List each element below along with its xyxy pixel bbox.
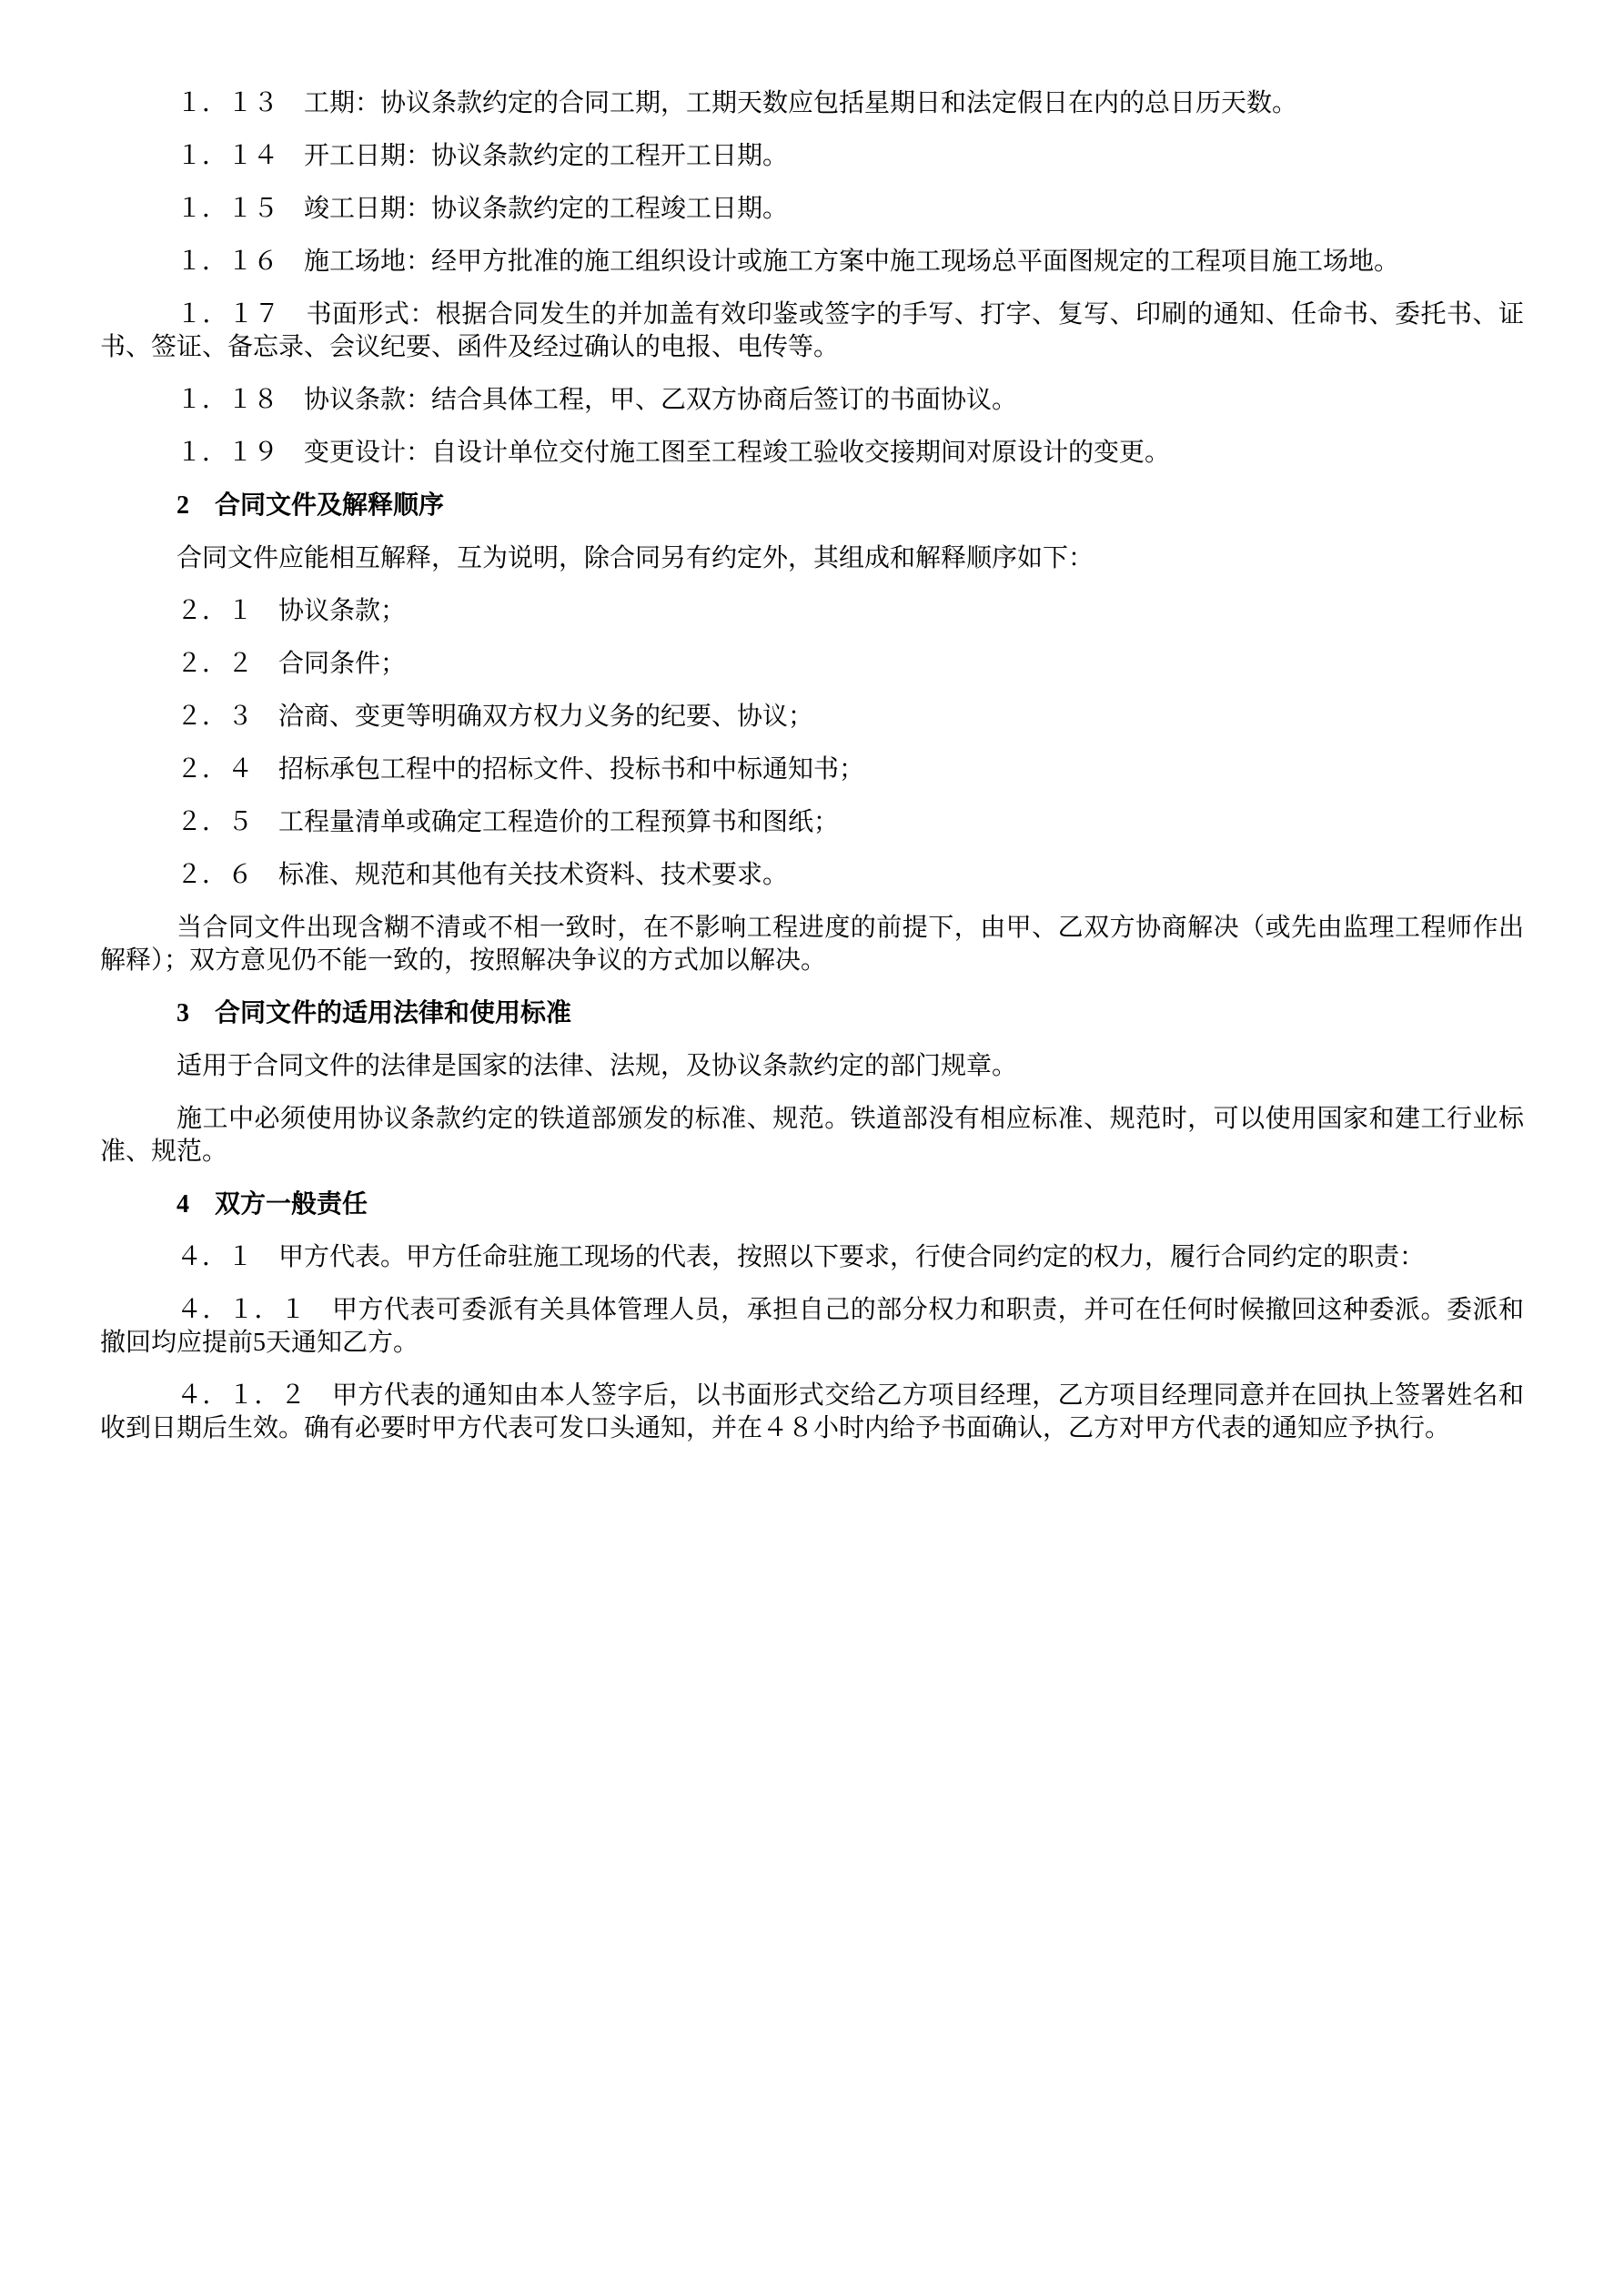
- clause-4-1-1: ４．１．１ 甲方代表可委派有关具体管理人员，承担自己的部分权力和职责，并可在任何时候撤回这种委派。委派和撤回均应提前5天通知乙方。: [100, 1296, 1524, 1357]
- clause-1-15: １．１５ 竣工日期：协议条款约定的工程竣工日期。: [177, 195, 789, 223]
- clause-4-1-2: ４．１．２ 甲方代表的通知由本人签字后，以书面形式交给乙方项目经理，乙方项目经理同意并在回执上签署姓名和收到日期后生效。确有必要时甲方代表可发口头通知，并在４８小时内给予书面确认，乙方对甲方代表的通知应予执行。: [100, 1381, 1524, 1442]
- clause-1-14: １．１４ 开工日期：协议条款约定的工程开工日期。: [177, 142, 789, 170]
- clause-2-1: ２．１ 协议条款；: [177, 597, 407, 625]
- heading-section-2: 2 合同文件及解释顺序: [177, 491, 445, 520]
- para-section-3-law: 适用于合同文件的法律是国家的法律、法规，及协议条款约定的部门规章。: [177, 1052, 1018, 1080]
- clause-2-4: ２．４ 招标承包工程中的招标文件、投标书和中标通知书；: [177, 755, 865, 784]
- clause-1-13: １．１３ 工期：协议条款约定的合同工期，工期天数应包括星期日和法定假日在内的总日历天数。: [177, 89, 1298, 117]
- clause-4-1: ４．１ 甲方代表。甲方任命驻施工现场的代表，按照以下要求，行使合同约定的权力，履行合同约定的职责：: [177, 1243, 1426, 1271]
- para-section-2-intro: 合同文件应能相互解释，互为说明，除合同另有约定外，其组成和解释顺序如下：: [177, 544, 1094, 572]
- clause-1-18: １．１８ 协议条款：结合具体工程，甲、乙双方协商后签订的书面协议。: [177, 386, 1018, 414]
- heading-section-3: 3 合同文件的适用法律和使用标准: [177, 999, 572, 1027]
- para-section-2-resolution: 当合同文件出现含糊不清或不相一致时，在不影响工程进度的前提下，由甲、乙双方协商解决（或先由监理工程师作出解释）；双方意见仍不能一致的，按照解决争议的方式加以解决。: [100, 914, 1524, 975]
- para-section-3-standards: 施工中必须使用协议条款约定的铁道部颁发的标准、规范。铁道部没有相应标准、规范时，可以使用国家和建工行业标准、规范。: [100, 1105, 1524, 1166]
- clause-1-16: １．１６ 施工场地：经甲方批准的施工组织设计或施工方案中施工现场总平面图规定的工程项目施工场地。: [177, 248, 1400, 276]
- clause-2-6: ２．６ 标准、规范和其他有关技术资料、技术要求。: [177, 861, 789, 889]
- clause-1-19: １．１９ 变更设计：自设计单位交付施工图至工程竣工验收交接期间对原设计的变更。: [177, 439, 1171, 467]
- heading-section-4: 4 双方一般责任: [177, 1190, 368, 1219]
- clause-2-3: ２．３ 洽商、变更等明确双方权力义务的纪要、协议；: [177, 703, 814, 731]
- clause-2-2: ２．２ 合同条件；: [177, 650, 407, 678]
- clause-1-17: １．１７ 书面形式：根据合同发生的并加盖有效印鉴或签字的手写、打字、复写、印刷的通知、任命书、委托书、证书、签证、备忘录、会议纪要、函件及经过确认的电报、电传等。: [100, 300, 1524, 361]
- clause-2-5: ２．５ 工程量清单或确定工程造价的工程预算书和图纸；: [177, 808, 840, 836]
